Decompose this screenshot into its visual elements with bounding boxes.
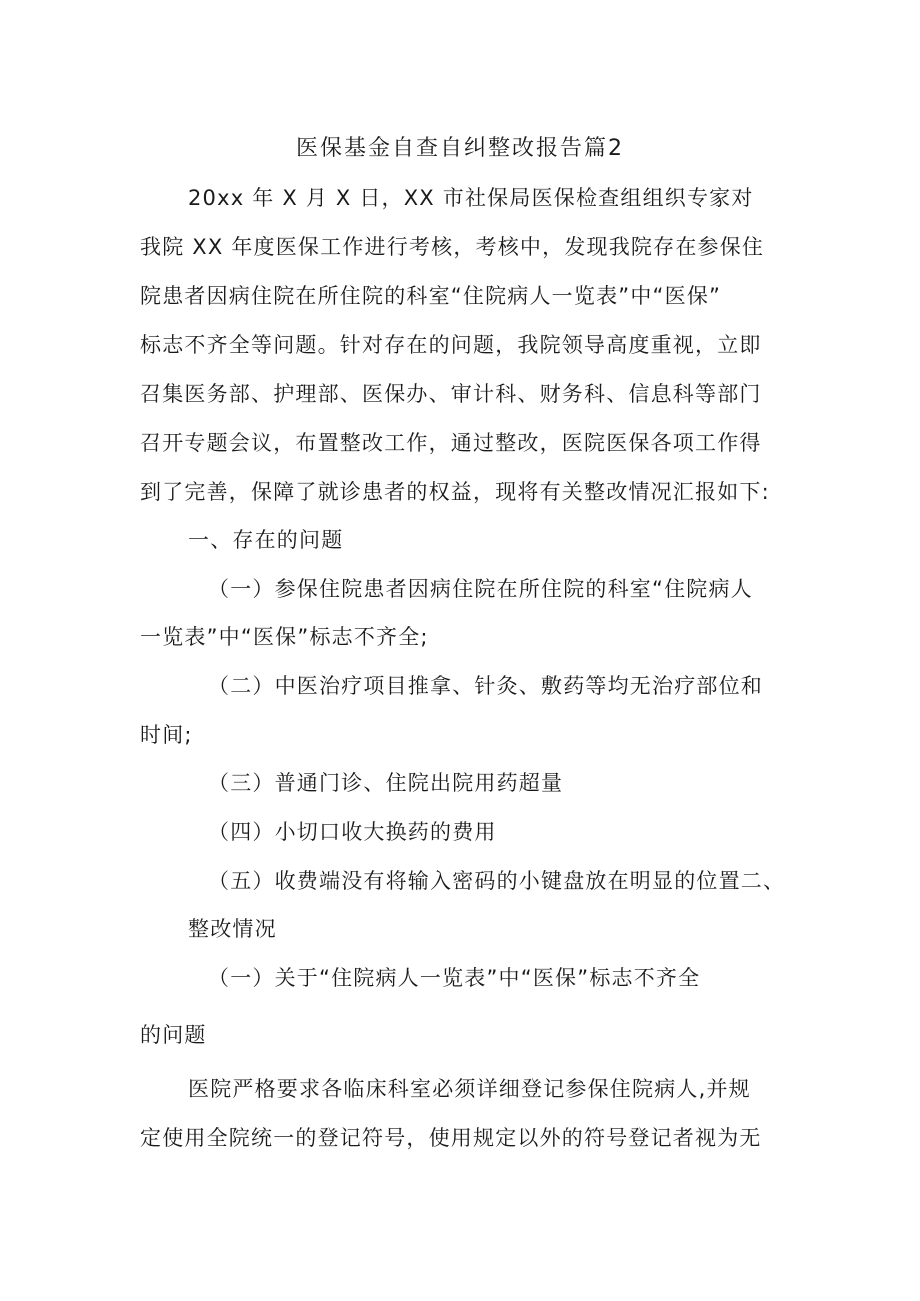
subsection-heading-continuation: 的问题 (140, 1023, 207, 1047)
list-item: （四）小切口收大换药的费用 (208, 820, 497, 844)
paragraph-line: 召集医务部、护理部、医保办、审计科、财务科、信息科等部门 (140, 382, 762, 406)
list-item: （五）收费端没有将输入密码的小键盘放在明显的位置二、 (208, 869, 786, 893)
paragraph-line: 20xx 年 X 月 X 日，XX 市社保局医保检查组组织专家对 (188, 186, 754, 210)
paragraph-line: 定使用全院统一的登记符号，使用规定以外的符号登记者视为无 (140, 1126, 762, 1150)
list-item-continuation: 一览表”中“医保”标志不齐全; (140, 625, 429, 649)
paragraph-line: 我院 XX 年度医保工作进行考核，考核中，发现我院存在参保住 (140, 235, 765, 259)
list-item: （一）参保住院患者因病住院在所住院的科室“住院病人 (208, 577, 753, 601)
paragraph-line: 医院严格要求各临床科室必须详细登记参保住院病人,并规 (188, 1077, 751, 1101)
paragraph-line: 到了完善，保障了就诊患者的权益，现将有关整改情况汇报如下: (140, 480, 770, 504)
paragraph-line: 标志不齐全等问题。针对存在的问题，我院领导高度重视，立即 (140, 333, 762, 357)
list-item: （二）中医治疗项目推拿、针灸、敷药等均无治疗部位和 (208, 674, 763, 698)
paragraph-line: 院患者因病住院在所住院的科室“住院病人一览表”中“医保” (140, 284, 722, 308)
list-item-continuation: 时间; (140, 723, 193, 747)
section-heading: 一、存在的问题 (188, 528, 344, 552)
subsection-heading: （一）关于“住院病人一览表”中“医保”标志不齐全 (208, 966, 701, 990)
document-title: 医保基金自查自纠整改报告篇2 (296, 136, 624, 161)
list-item: （三）普通门诊、住院出院用药超量 (208, 771, 564, 795)
paragraph-line: 召开专题会议，布置整改工作，通过整改，医院医保各项工作得 (140, 431, 762, 455)
section-heading: 整改情况 (188, 917, 277, 941)
